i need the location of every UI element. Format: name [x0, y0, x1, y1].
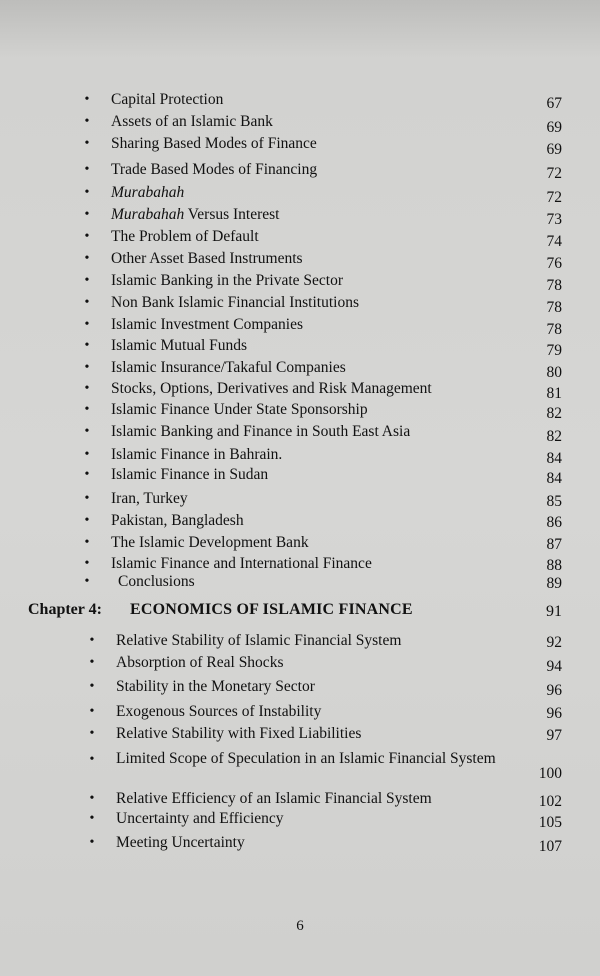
entry-title: Limited Scope of Speculation in an Islamic Financial System [116, 750, 496, 767]
toc-entry [0, 314, 600, 336]
toc-entry [0, 421, 600, 443]
bullet: • [84, 447, 90, 462]
entry-page: 102 [538, 793, 562, 810]
toc-entry [0, 444, 600, 466]
entry-page: 105 [538, 814, 562, 831]
bullet: • [84, 114, 90, 129]
toc-entry [0, 89, 600, 111]
entry-page: 89 [546, 575, 562, 592]
toc-entry [0, 488, 600, 510]
entry-page: 88 [546, 557, 562, 574]
bullet: • [89, 633, 95, 648]
entry-title: Trade Based Modes of Financing [111, 161, 318, 178]
entry-title: Islamic Banking and Finance in South East Asia [111, 423, 411, 440]
entry-title: Non Bank Islamic Financial Institutions [111, 294, 359, 311]
entry-page: 94 [546, 658, 562, 675]
toc-entry [0, 357, 600, 379]
entry-page: 79 [546, 342, 562, 359]
entry-page: 92 [546, 634, 562, 651]
toc-entry [0, 832, 600, 854]
entry-page: 67 [546, 95, 562, 112]
entry-page: 82 [546, 405, 562, 422]
entry-page: 69 [546, 141, 562, 158]
entry-title: Relative Stability of Islamic Financial System [116, 632, 402, 649]
toc-entry [0, 248, 600, 270]
entry-page: 87 [546, 536, 562, 553]
toc-entry [0, 204, 600, 226]
chapter-title: ECONOMICS OF ISLAMIC FINANCE [130, 601, 413, 618]
entry-title: Capital Protection [111, 91, 224, 108]
entry-title: Islamic Mutual Funds [111, 337, 248, 354]
entry-page: 80 [546, 364, 562, 381]
entry-page: 74 [546, 233, 562, 250]
bullet: • [84, 574, 90, 589]
entry-title: Islamic Finance in Bahrain. [111, 446, 283, 463]
toc-entry [0, 464, 600, 486]
entry-title: Other Asset Based Instruments [111, 250, 303, 267]
entry-title: Relative Efficiency of an Islamic Financial System [116, 790, 432, 807]
toc-entry [0, 270, 600, 292]
entry-title: The Problem of Default [111, 228, 259, 245]
entry-page: 69 [546, 119, 562, 136]
bullet: • [84, 402, 90, 417]
bullet: • [89, 752, 95, 767]
entry-title: The Islamic Development Bank [111, 534, 309, 551]
chapter-page: 91 [546, 603, 562, 620]
toc-entry [0, 652, 600, 674]
entry-page: 96 [546, 705, 562, 722]
toc-entry [0, 808, 600, 830]
entry-title: Absorption of Real Shocks [116, 654, 284, 671]
bullet: • [84, 338, 90, 353]
bullet: • [84, 207, 90, 222]
entry-title: Assets of an Islamic Bank [111, 113, 273, 130]
entry-title: Meeting Uncertainty [116, 834, 245, 851]
bullet: • [84, 424, 90, 439]
chapter-label: Chapter 4: [28, 601, 102, 618]
bullet: • [84, 317, 90, 332]
toc-entry [0, 788, 600, 810]
bullet: • [84, 556, 90, 571]
entry-title: Exogenous Sources of Instability [116, 703, 322, 720]
entry-page: 84 [546, 470, 562, 487]
bullet: • [84, 185, 90, 200]
toc-entry [0, 571, 600, 593]
toc-entry [0, 182, 600, 204]
toc-entry [0, 111, 600, 136]
toc-entry [0, 335, 600, 357]
bullet: • [84, 92, 90, 107]
entry-page: 72 [546, 189, 562, 206]
bullet: • [84, 513, 90, 528]
entry-title: Conclusions [118, 573, 195, 590]
bullet: • [84, 136, 90, 151]
entry-page: 97 [546, 727, 562, 744]
entry-page: 85 [546, 493, 562, 510]
entry-page: 81 [546, 385, 562, 402]
entry-page: 84 [546, 450, 562, 467]
bullet: • [84, 229, 90, 244]
entry-page: 86 [546, 514, 562, 531]
toc-entry [0, 378, 600, 400]
bullet: • [84, 491, 90, 506]
bullet: • [84, 162, 90, 177]
bullet: • [84, 467, 90, 482]
bullet: • [84, 381, 90, 396]
toc-entry [0, 399, 600, 421]
page-number: 6 [296, 918, 304, 934]
entry-title: Sharing Based Modes of Finance [111, 135, 317, 152]
bullet: • [84, 295, 90, 310]
entry-title: Uncertainty and Efficiency [116, 810, 284, 827]
bullet: • [89, 835, 95, 850]
bullet: • [84, 251, 90, 266]
toc-entry [0, 133, 600, 158]
entry-title: Pakistan, Bangladesh [111, 512, 244, 529]
entry-title: Islamic Finance and International Finance [111, 555, 372, 572]
entry-page: 107 [538, 838, 562, 855]
entry-title: Relative Stability with Fixed Liabilities [116, 725, 362, 742]
toc-entry [0, 723, 600, 745]
bullet: • [89, 655, 95, 670]
toc-entry [0, 630, 600, 652]
toc-entry [0, 532, 600, 554]
bullet: • [89, 811, 95, 826]
toc-entry [0, 676, 600, 698]
entry-page: 78 [546, 321, 562, 338]
entry-title: Stability in the Monetary Sector [116, 678, 315, 695]
toc-entry [0, 749, 600, 793]
bullet: • [89, 791, 95, 806]
entry-title: Murabahah [111, 184, 185, 201]
bullet: • [89, 704, 95, 719]
bullet: • [89, 679, 95, 694]
entry-page: 73 [546, 211, 562, 228]
bullet: • [84, 360, 90, 375]
toc-entry [0, 226, 600, 248]
entry-title: Islamic Finance Under State Sponsorship [111, 401, 368, 418]
entry-page: 96 [546, 682, 562, 699]
entry-page: 82 [546, 428, 562, 445]
toc-entry [0, 159, 600, 181]
entry-page: 72 [546, 165, 562, 182]
toc-entry [0, 510, 600, 532]
entry-title-italic: Murabahah [111, 206, 185, 223]
entry-page: 76 [546, 255, 562, 272]
entry-title: Islamic Finance in Sudan [111, 466, 269, 483]
entry-page: 100 [538, 765, 562, 782]
entry-title: Islamic Insurance/Takaful Companies [111, 359, 346, 376]
entry-page: 78 [546, 277, 562, 294]
bullet: • [84, 535, 90, 550]
toc-entry [0, 701, 600, 723]
entry-title: Iran, Turkey [111, 490, 188, 507]
toc-entry [0, 292, 600, 314]
entry-title: Islamic Banking in the Private Sector [111, 272, 344, 289]
entry-title: Stocks, Options, Derivatives and Risk Management [111, 380, 432, 397]
entry-title: Islamic Investment Companies [111, 316, 303, 333]
entry-title [111, 204, 279, 226]
entry-title-rest: Versus Interest [184, 206, 280, 223]
bullet: • [84, 273, 90, 288]
bullet: • [89, 726, 95, 741]
chapter-heading [0, 598, 600, 622]
entry-page: 78 [546, 299, 562, 316]
